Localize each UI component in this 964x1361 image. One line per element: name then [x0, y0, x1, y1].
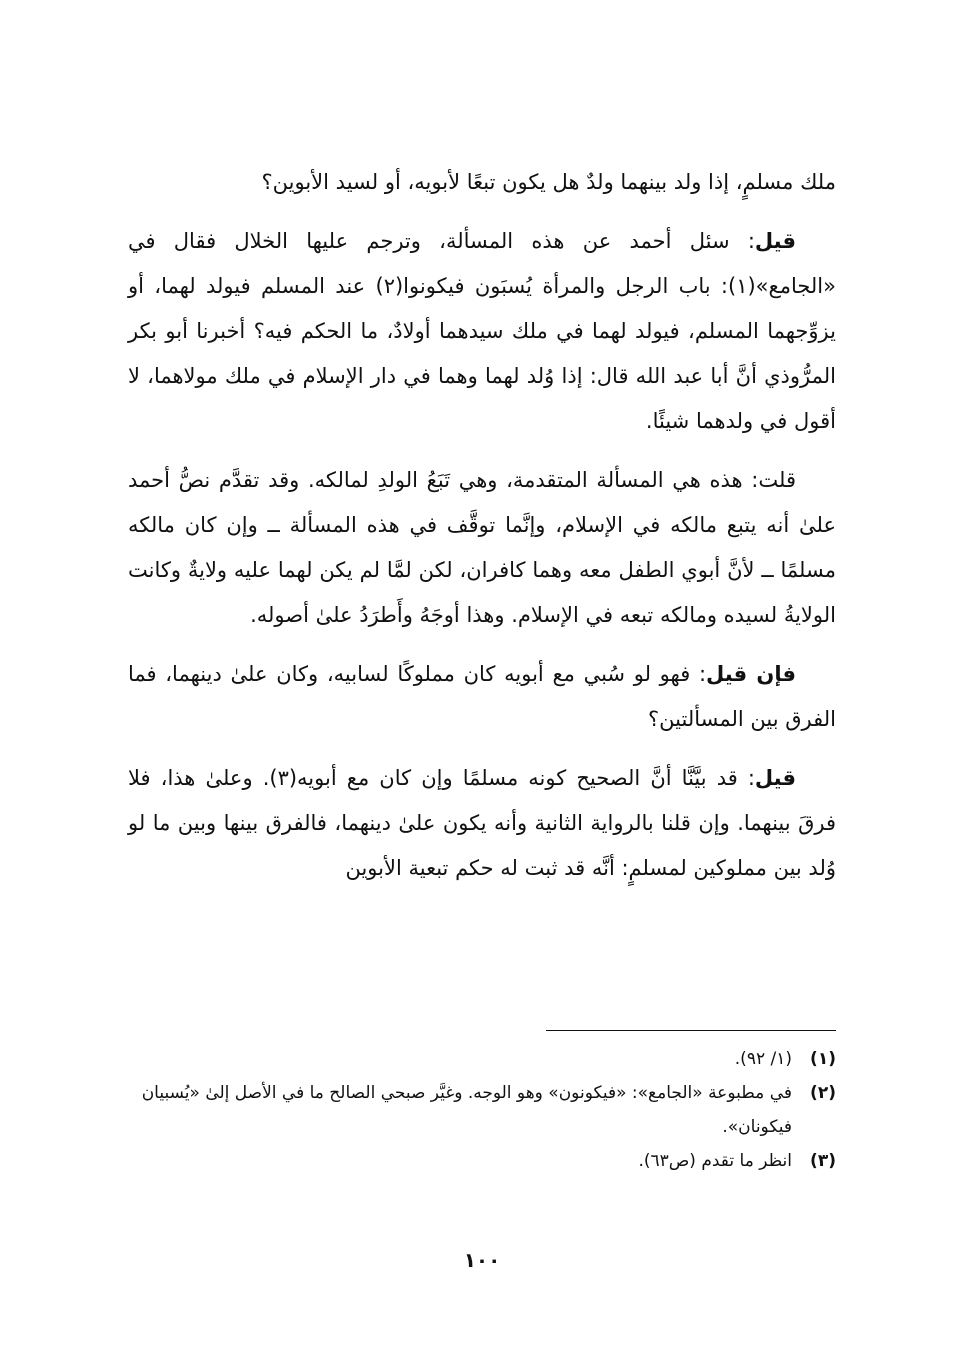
- paragraph-1: [128, 160, 836, 205]
- footnotes: [128, 1042, 836, 1178]
- footnote-2: [128, 1076, 836, 1144]
- footnote-1-number: (١): [810, 1049, 836, 1069]
- footnote-1-text: (١/ ٩٢).: [734, 1049, 792, 1069]
- paragraph-2: [128, 219, 836, 444]
- paragraph-2-text: : سئل أحمد عن هذه المسألة، وترجم عليها الخلال فقال في «الجامع»(١): باب الرجل والمرأة يُسبَون فيكونوا(٢) عند المسلم فيولد لهما، أو يزوِّجهما المسلم، فيولد لهما في ملك سيدهما أولادٌ، ما الحكم فيه؟ أخبرنا أبو بكر المرُّوذي أنَّ أبا عبد الله قال: إذا وُلد لهما وهما في دار الإسلام في ملك مولاهما، لا أقول في ولدهما شيئًا.: [128, 229, 836, 433]
- paragraph-4-lead: فإن قيل: [706, 662, 796, 686]
- paragraph-2-lead: قيل: [754, 229, 796, 253]
- paragraph-3: [128, 458, 836, 638]
- footnote-3-number: (٣): [810, 1151, 836, 1171]
- footnote-2-number: (٢): [810, 1083, 836, 1103]
- footnote-divider: [546, 1030, 836, 1031]
- paragraph-3-text: قلت: هذه هي المسألة المتقدمة، وهي تَبَعُ الولدِ لمالكه. وقد تقدَّم نصُّ أحمد علىٰ أنه يتبع مالكه في الإسلام، وإنَّما توقَّف في هذه المسألة ــ وإن كان مالكه مسلمًا ــ لأنَّ أبوي الطفل معه وهما كافران، لكن لمَّا لم يكن لهما عليه ولايةٌ وكانت الولايةُ لسيده ومالكه تبعه في الإسلام. وهذا أوجَهُ وأَطرَدُ علىٰ أصوله.: [128, 468, 836, 627]
- page-number: ١٠٠: [463, 1248, 501, 1272]
- main-text: [128, 160, 836, 905]
- paragraph-5: [128, 756, 836, 891]
- paragraph-4: [128, 652, 836, 742]
- paragraph-4-text: : فهو لو سُبي مع أبويه كان مملوكًا لسابيه، وكان علىٰ دينهما، فما الفرق بين المسألتين؟: [128, 662, 836, 731]
- paragraph-5-text: : قد بيَّنَّا أنَّ الصحيح كونه مسلمًا وإن كان مع أبويه(٣). وعلىٰ هذا، فلا فرقَ بينهما. وإن قلنا بالرواية الثانية وأنه يكون علىٰ دينهما، فالفرق بينها وبين ما لو وُلد بين مملوكين لمسلمٍ: أنَّه قد ثبت له حكم تبعية الأبوين: [128, 766, 836, 880]
- footnote-3: [128, 1144, 836, 1178]
- footnote-2-text: في مطبوعة «الجامع»: «فيكونون» وهو الوجه. وغيَّر صبحي الصالح ما في الأصل إلىٰ «يُسبيان فيكونان».: [141, 1083, 792, 1137]
- footnote-3-text: انظر ما تقدم (ص٦٣).: [638, 1151, 792, 1171]
- footnote-1: [128, 1042, 836, 1076]
- paragraph-5-lead: قيل: [754, 766, 796, 790]
- paragraph-1-text: ملك مسلمٍ، إذا ولد بينهما ولدٌ هل يكون تبعًا لأبويه، أو لسيد الأبوين؟: [261, 170, 836, 194]
